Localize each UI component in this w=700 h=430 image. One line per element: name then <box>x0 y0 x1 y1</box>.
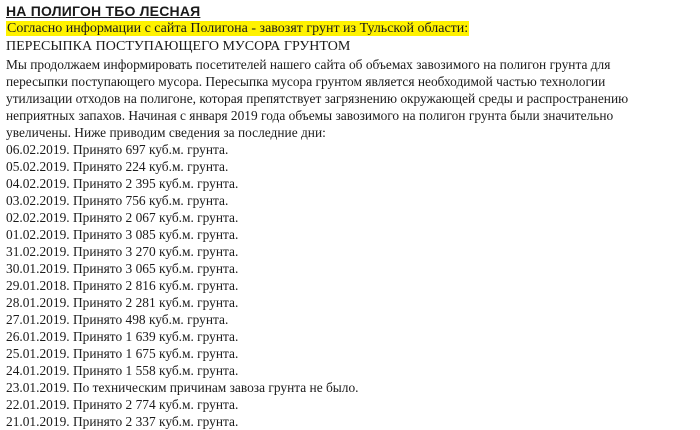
record-line: 29.01.2018. Принято 2 816 куб.м. грунта. <box>6 278 239 293</box>
document-title: НА ПОЛИГОН ТБО ЛЕСНАЯ <box>6 3 201 19</box>
paragraph-line: пересыпки поступающего мусора. Пересыпка мусора грунтом является необходимой частью технологии <box>6 74 606 89</box>
record-line: 05.02.2019. Принято 224 куб.м. грунта. <box>6 159 229 174</box>
record-line: 26.01.2019. Принято 1 639 куб.м. грунта. <box>6 329 239 344</box>
record-line: 27.01.2019. Принято 498 куб.м. грунта. <box>6 312 229 327</box>
record-line: 28.01.2019. Принято 2 281 куб.м. грунта. <box>6 295 239 310</box>
record-line: 01.02.2019. Принято 3 085 куб.м. грунта. <box>6 227 239 242</box>
paragraph-line: увеличены. Ниже приводим сведения за последние дни: <box>6 125 326 140</box>
paragraph-line: Мы продолжаем информировать посетителей нашего сайта об объемах завозимого на полигон грунта для <box>6 57 611 72</box>
record-line: 24.01.2019. Принято 1 558 куб.м. грунта. <box>6 363 239 378</box>
highlighted-source-text: Согласно информации с сайта Полигона - завозят грунт из Тульской области: <box>7 21 469 36</box>
paragraph-line: утилизации отходов на полигоне, которая препятствует загрязнению окружающей среды и распространению <box>6 91 629 106</box>
intro-paragraph <box>6 56 696 141</box>
record-line: 21.01.2019. Принято 2 337 куб.м. грунта. <box>6 414 239 429</box>
record-line: 06.02.2019. Принято 697 куб.м. грунта. <box>6 142 229 157</box>
record-line: 25.01.2019. Принято 1 675 куб.м. грунта. <box>6 346 239 361</box>
daily-records-list <box>6 141 696 430</box>
record-line: 03.02.2019. Принято 756 куб.м. грунта. <box>6 193 229 208</box>
source-note <box>6 20 696 38</box>
record-line: 04.02.2019. Принято 2 395 куб.м. грунта. <box>6 176 239 191</box>
section-heading: ПЕРЕСЫПКА ПОСТУПАЮЩЕГО МУСОРА ГРУНТОМ <box>6 39 351 54</box>
paragraph-line: неприятных запахов. Начиная с января 2019 года объемы завозимого на полигон грунта были значительно <box>6 108 614 123</box>
document <box>6 2 696 430</box>
record-line: 02.02.2019. Принято 2 067 куб.м. грунта. <box>6 210 239 225</box>
record-line: 22.01.2019. Принято 2 774 куб.м. грунта. <box>6 397 239 412</box>
record-line: 30.01.2019. Принято 3 065 куб.м. грунта. <box>6 261 239 276</box>
record-line: 23.01.2019. По техническим причинам завоза грунта не было. <box>6 380 359 395</box>
record-line: 31.02.2019. Принято 3 270 куб.м. грунта. <box>6 244 239 259</box>
